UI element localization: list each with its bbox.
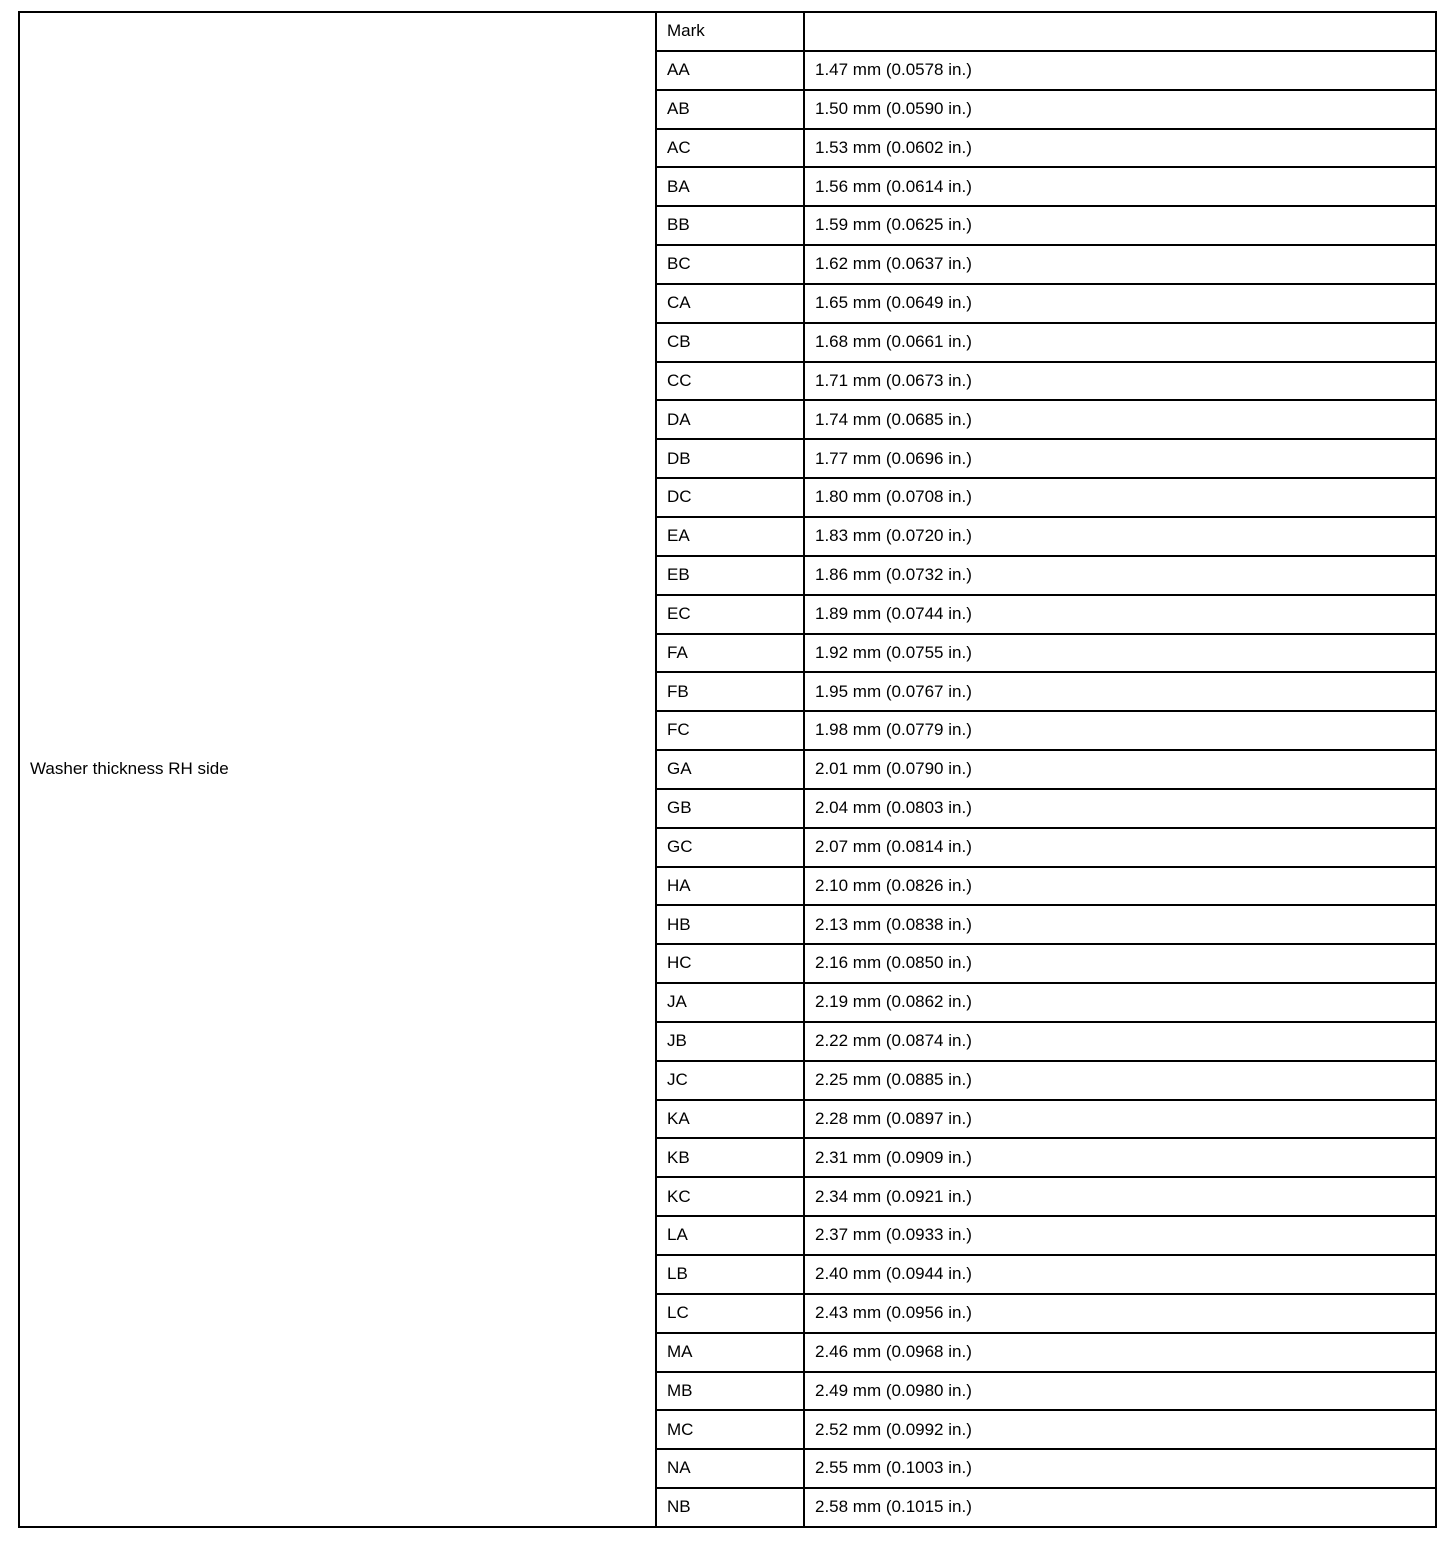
mark-cell: LC	[656, 1294, 804, 1333]
mark-cell: MB	[656, 1372, 804, 1411]
mark-cell: LB	[656, 1255, 804, 1294]
value-cell: 2.25 mm (0.0885 in.)	[804, 1061, 1436, 1100]
washer-thickness-table	[18, 11, 1437, 1528]
mark-cell: HA	[656, 867, 804, 906]
mark-cell: EC	[656, 595, 804, 634]
value-cell: 2.01 mm (0.0790 in.)	[804, 750, 1436, 789]
mark-cell: KA	[656, 1100, 804, 1139]
mark-cell: GC	[656, 828, 804, 867]
mark-cell: AB	[656, 90, 804, 129]
mark-cell: CA	[656, 284, 804, 323]
mark-cell: BB	[656, 206, 804, 245]
mark-cell: EA	[656, 517, 804, 556]
row-group-label-cell: Washer thickness RH side	[19, 12, 656, 1527]
mark-cell: BC	[656, 245, 804, 284]
value-cell: 2.07 mm (0.0814 in.)	[804, 828, 1436, 867]
mark-cell: KB	[656, 1138, 804, 1177]
value-cell: 1.83 mm (0.0720 in.)	[804, 517, 1436, 556]
value-cell: 2.10 mm (0.0826 in.)	[804, 867, 1436, 906]
value-cell: 2.28 mm (0.0897 in.)	[804, 1100, 1436, 1139]
mark-column-header-cell: Mark	[656, 12, 804, 51]
mark-cell: FB	[656, 672, 804, 711]
value-cell: 2.40 mm (0.0944 in.)	[804, 1255, 1436, 1294]
value-cell: 1.65 mm (0.0649 in.)	[804, 284, 1436, 323]
value-cell: 1.62 mm (0.0637 in.)	[804, 245, 1436, 284]
mark-cell: CC	[656, 362, 804, 401]
table-header-row	[19, 12, 1436, 51]
value-cell: 2.13 mm (0.0838 in.)	[804, 905, 1436, 944]
value-cell: 2.31 mm (0.0909 in.)	[804, 1138, 1436, 1177]
value-cell: 1.47 mm (0.0578 in.)	[804, 51, 1436, 90]
mark-cell: MC	[656, 1410, 804, 1449]
mark-cell: DB	[656, 439, 804, 478]
mark-cell: DC	[656, 478, 804, 517]
value-cell: 1.98 mm (0.0779 in.)	[804, 711, 1436, 750]
mark-cell: NA	[656, 1449, 804, 1488]
value-cell: 1.74 mm (0.0685 in.)	[804, 400, 1436, 439]
value-cell: 1.59 mm (0.0625 in.)	[804, 206, 1436, 245]
mark-cell: HB	[656, 905, 804, 944]
mark-cell: FA	[656, 634, 804, 673]
mark-cell: JC	[656, 1061, 804, 1100]
value-cell: 1.50 mm (0.0590 in.)	[804, 90, 1436, 129]
mark-cell: JA	[656, 983, 804, 1022]
value-cell: 2.52 mm (0.0992 in.)	[804, 1410, 1436, 1449]
mark-cell: CB	[656, 323, 804, 362]
value-cell: 2.43 mm (0.0956 in.)	[804, 1294, 1436, 1333]
value-cell: 2.55 mm (0.1003 in.)	[804, 1449, 1436, 1488]
value-cell: 2.19 mm (0.0862 in.)	[804, 983, 1436, 1022]
value-cell: 1.53 mm (0.0602 in.)	[804, 129, 1436, 168]
value-cell: 1.89 mm (0.0744 in.)	[804, 595, 1436, 634]
value-cell: 2.49 mm (0.0980 in.)	[804, 1372, 1436, 1411]
mark-cell: HC	[656, 944, 804, 983]
value-cell: 2.04 mm (0.0803 in.)	[804, 789, 1436, 828]
value-cell: 2.16 mm (0.0850 in.)	[804, 944, 1436, 983]
value-column-header-cell	[804, 12, 1436, 51]
mark-cell: JB	[656, 1022, 804, 1061]
mark-cell: EB	[656, 556, 804, 595]
value-cell: 1.77 mm (0.0696 in.)	[804, 439, 1436, 478]
mark-cell: NB	[656, 1488, 804, 1527]
mark-cell: GA	[656, 750, 804, 789]
value-cell: 1.92 mm (0.0755 in.)	[804, 634, 1436, 673]
value-cell: 2.34 mm (0.0921 in.)	[804, 1177, 1436, 1216]
mark-cell: DA	[656, 400, 804, 439]
mark-cell: FC	[656, 711, 804, 750]
mark-cell: LA	[656, 1216, 804, 1255]
value-cell: 2.37 mm (0.0933 in.)	[804, 1216, 1436, 1255]
mark-cell: GB	[656, 789, 804, 828]
value-cell: 1.80 mm (0.0708 in.)	[804, 478, 1436, 517]
mark-cell: AC	[656, 129, 804, 168]
value-cell: 1.68 mm (0.0661 in.)	[804, 323, 1436, 362]
mark-cell: AA	[656, 51, 804, 90]
mark-cell: BA	[656, 167, 804, 206]
value-cell: 1.71 mm (0.0673 in.)	[804, 362, 1436, 401]
value-cell: 2.58 mm (0.1015 in.)	[804, 1488, 1436, 1527]
value-cell: 1.86 mm (0.0732 in.)	[804, 556, 1436, 595]
value-cell: 1.56 mm (0.0614 in.)	[804, 167, 1436, 206]
mark-cell: KC	[656, 1177, 804, 1216]
value-cell: 2.22 mm (0.0874 in.)	[804, 1022, 1436, 1061]
value-cell: 2.46 mm (0.0968 in.)	[804, 1333, 1436, 1372]
mark-cell: MA	[656, 1333, 804, 1372]
value-cell: 1.95 mm (0.0767 in.)	[804, 672, 1436, 711]
